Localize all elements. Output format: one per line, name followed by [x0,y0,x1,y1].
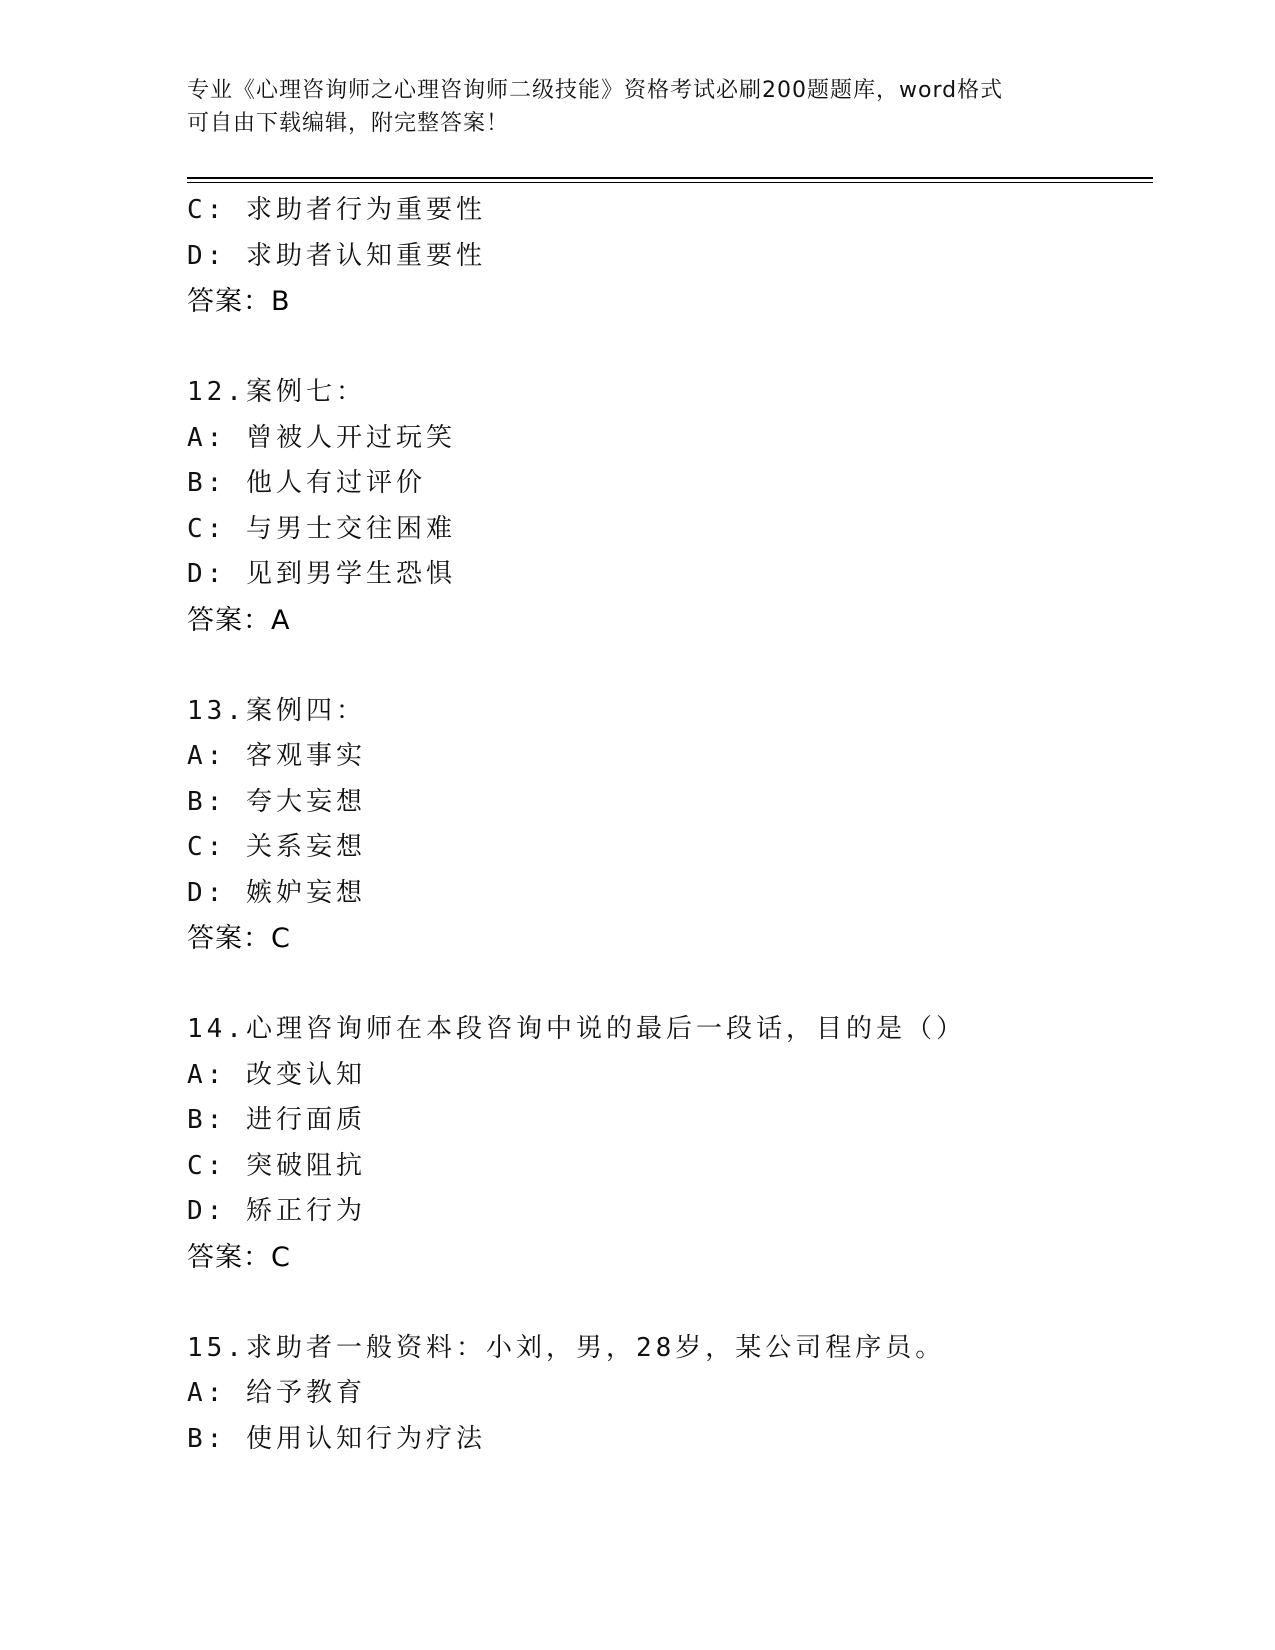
question-list [187,188,1153,1462]
question-15 [187,1326,1153,1463]
option-b: B: 使用认知行为疗法 [187,1423,486,1454]
spacer [187,325,1153,370]
option-b: B: 进行面质 [187,1105,366,1135]
spacer [187,1281,1153,1326]
option-a: A: 曾被人开过玩笑 [187,422,456,453]
option-c: C: 突破阻抗 [187,1150,366,1181]
option-a: A: 给予教育 [187,1378,366,1408]
question-stem: 12.案例七： [187,377,366,407]
option-c: C: 求助者行为重要性 [187,195,486,225]
header-title-line-2: 可自由下载编辑，附完整答案！ [187,111,510,136]
option-a: A: 客观事实 [187,741,366,771]
question-13 [187,689,1153,963]
answer-label: 答案：B [187,286,291,317]
header-title-line-1: 专业《心理咨询师之心理咨询师二级技能》资格考试必刷200题题库，word格式 [187,78,1004,103]
option-d: D: 矫正行为 [187,1196,366,1226]
answer-label: 答案：C [187,1241,291,1273]
question-11-continued [187,188,1153,325]
document-header [187,74,1087,140]
answer-label: 答案：A [187,604,291,636]
spacer [187,962,1153,1007]
option-d: D: 嫉妒妄想 [187,877,366,908]
option-b: B: 夸大妄想 [187,786,366,817]
option-d: D: 见到男学生恐惧 [187,559,456,589]
spacer [187,644,1153,689]
answer-label: 答案：C [187,923,291,954]
question-stem: 14.心理咨询师在本段咨询中说的最后一段话，目的是（） [187,1014,966,1044]
option-c: C: 与男士交往困难 [187,513,456,544]
question-stem: 13.案例四： [187,695,366,726]
question-stem: 15.求助者一般资料：小刘，男，28岁，某公司程序员。 [187,1332,946,1363]
question-14 [187,1007,1153,1281]
header-divider-thin [187,182,1153,183]
option-c: C: 关系妄想 [187,832,366,862]
option-b: B: 他人有过评价 [187,468,426,498]
header-divider-thick [187,177,1153,179]
option-d: D: 求助者认知重要性 [187,240,486,271]
question-12 [187,370,1153,644]
option-a: A: 改变认知 [187,1059,366,1090]
